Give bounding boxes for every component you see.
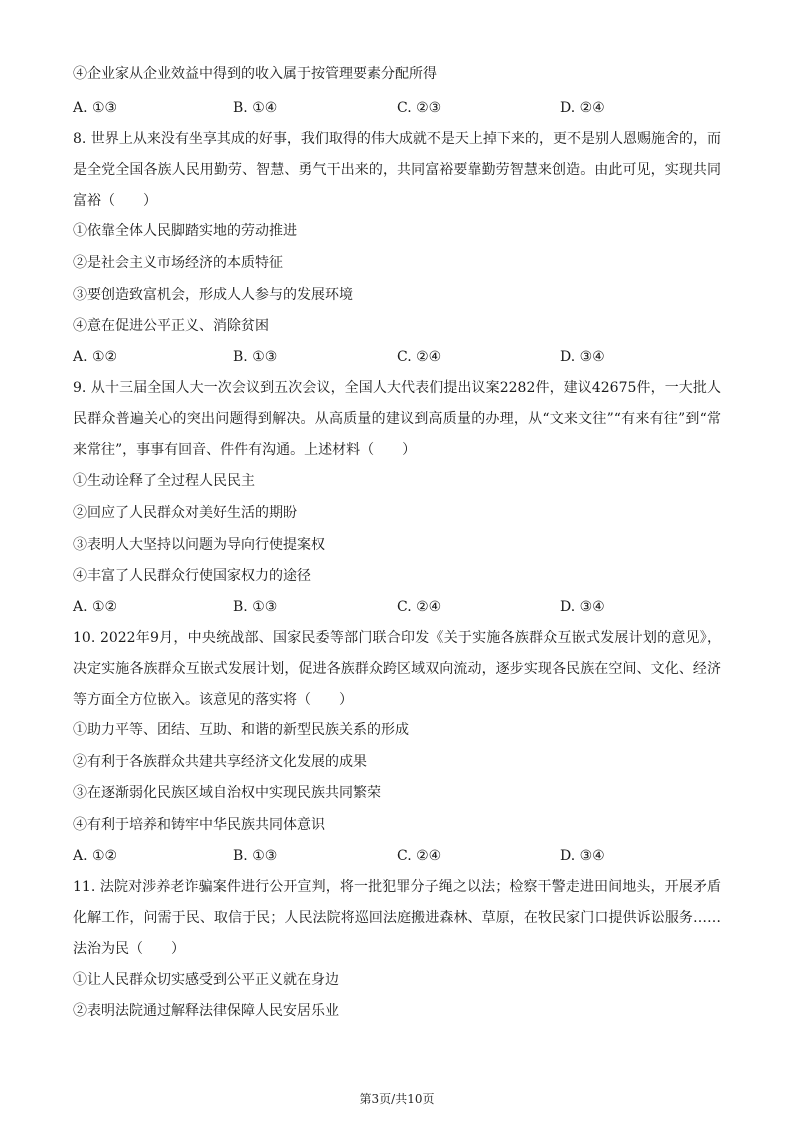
q7-statement-4: ④企业家从企业效益中得到的收入属于按管理要素分配所得 bbox=[73, 66, 437, 82]
q9-statement-2: ②回应了人民群众对美好生活的期盼 bbox=[73, 505, 297, 521]
q11-statement-2: ②表明法院通过解释法律保障人民安居乐业 bbox=[73, 1003, 339, 1019]
q8-statement-3: ③要创造致富机会，形成人人参与的发展环境 bbox=[73, 287, 353, 303]
q8-option-a: A. ①② bbox=[73, 349, 118, 365]
q7-option-c: C. ②③ bbox=[397, 100, 442, 116]
q10-option-d: D. ③④ bbox=[560, 848, 605, 864]
q11-stem: 11. 法院对涉养老诈骗案件进行公开宣判，将一批犯罪分子绳之以法；检察干警走进田间地头，开展矛盾化解工作，问需于民、取信于民；人民法院将巡回法庭搬进森林、草原，在牧民家门口提供诉讼服务……法治为民（ ） bbox=[73, 879, 721, 957]
q10-option-a: A. ①② bbox=[73, 848, 118, 864]
q9-option-b: B. ①③ bbox=[233, 599, 278, 615]
q8-statement-4: ④意在促进公平正义、消除贫困 bbox=[73, 318, 269, 334]
q9-option-c: C. ②④ bbox=[397, 599, 442, 615]
q9-statement-1: ①生动诠释了全过程人民民主 bbox=[73, 473, 255, 489]
q8-option-b: B. ①③ bbox=[233, 349, 278, 365]
q10-statement-4: ④有利于培养和铸牢中华民族共同体意识 bbox=[73, 817, 325, 833]
q8-stem: 8. 世界上从来没有坐享其成的好事，我们取得的伟大成就不是天上掉下来的，更不是别人恩赐施舍的，而是全党全国各族人民用勤劳、智慧、勇气干出来的，共同富裕要靠勤劳智慧来创造。由此可见，实现共同富裕（ ） bbox=[73, 131, 721, 209]
q10-statement-3: ③在逐渐弱化民族区域自治权中实现民族共同繁荣 bbox=[73, 785, 381, 801]
q7-option-b: B. ①④ bbox=[233, 100, 278, 116]
q10-stem: 10. 2022年9月，中央统战部、国家民委等部门联合印发《关于实施各族群众互嵌式发展计划的意见》，决定实施各族群众互嵌式发展计划，促进各族群众跨区域双向流动，逐步实现各民族在空间、文化、经济等方面全方位嵌入。该意见的落实将（ ） bbox=[73, 630, 721, 708]
q10-statement-2: ②有利于各族群众共建共享经济文化发展的成果 bbox=[73, 754, 367, 770]
q8-statement-2: ②是社会主义市场经济的本质特征 bbox=[73, 255, 283, 271]
q8-statement-1: ①依靠全体人民脚踏实地的劳动推进 bbox=[73, 223, 297, 239]
q10-option-c: C. ②④ bbox=[397, 848, 442, 864]
q7-option-a: A. ①③ bbox=[73, 100, 118, 116]
q8-option-c: C. ②④ bbox=[397, 349, 442, 365]
q10-option-b: B. ①③ bbox=[233, 848, 278, 864]
q9-option-a: A. ①② bbox=[73, 599, 118, 615]
q9-statement-4: ④丰富了人民群众行使国家权力的途径 bbox=[73, 568, 311, 584]
page-number-footer: 第3页/共10页 bbox=[359, 1092, 435, 1106]
q9-option-d: D. ③④ bbox=[560, 599, 605, 615]
q7-option-d: D. ②④ bbox=[560, 100, 605, 116]
q9-statement-3: ③表明人大坚持以问题为导向行使提案权 bbox=[73, 537, 325, 553]
q8-option-d: D. ③④ bbox=[560, 349, 605, 365]
q10-statement-1: ①助力平等、团结、互助、和谐的新型民族关系的形成 bbox=[73, 722, 409, 738]
q9-stem: 9. 从十三届全国人大一次会议到五次会议，全国人大代表们提出议案2282件，建议42675件，一大批人民群众普遍关心的突出问题得到解决。从高质量的建议到高质量的办理，从“文来文往”“有来有往”到“常来常往”，事事有回音、件件有沟通。上述材料（ ） bbox=[73, 380, 721, 458]
q11-statement-1: ①让人民群众切实感受到公平正义就在身边 bbox=[73, 972, 339, 988]
